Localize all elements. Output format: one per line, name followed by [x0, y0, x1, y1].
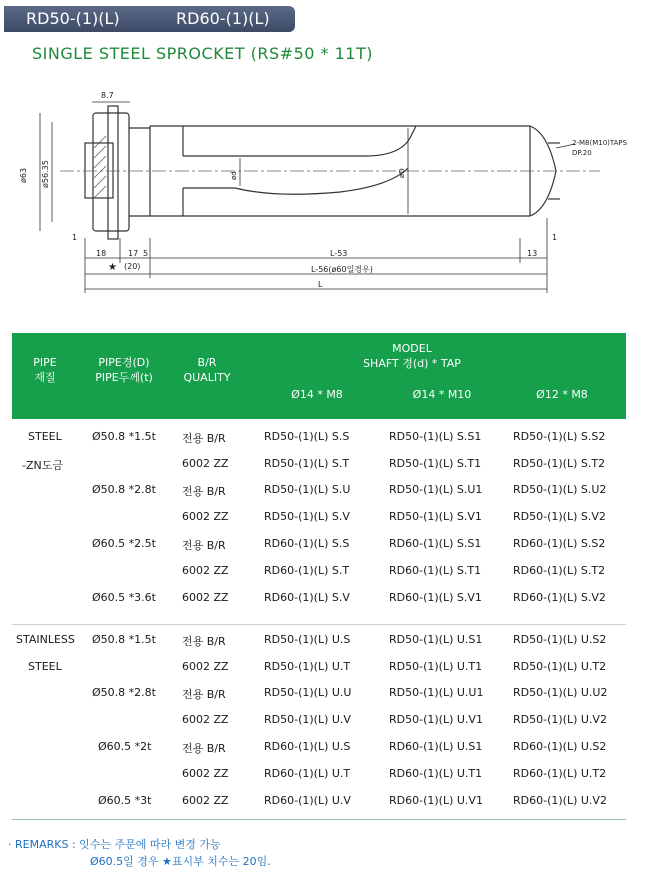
table-row — [12, 713, 626, 729]
dim-5: 5 — [143, 249, 149, 258]
model-cell: RD60-(1)(L) U.S — [264, 740, 351, 753]
header-pipe-thickness: PIPE두께(t) — [95, 371, 153, 384]
model-cell: RD50-(1)(L) S.S2 — [513, 430, 606, 443]
model-cell: RD50-(1)(L) U.T — [264, 660, 351, 673]
stainless-pipe-1: Ø50.8 *1.5t — [92, 633, 156, 646]
model-cell: RD60-(1)(L) S.S2 — [513, 537, 606, 550]
model-cell: RD60-(1)(L) U.V1 — [389, 794, 483, 807]
dim-13: 13 — [527, 249, 538, 258]
table-row — [12, 483, 626, 499]
title-model-2: RD60-(1)(L) — [176, 9, 270, 28]
title-model-1: RD50-(1)(L) — [26, 9, 120, 28]
label-taps: 2-M8(M10)TAPS — [572, 139, 628, 147]
model-cell: RD50-(1)(L) S.V — [264, 510, 350, 523]
header-material: 재질 — [34, 371, 56, 384]
br-cell: 6002 ZZ — [182, 767, 229, 780]
model-cell: RD60-(1)(L) U.V2 — [513, 794, 607, 807]
model-cell: RD60-(1)(L) S.V — [264, 591, 350, 604]
model-cell: RD50-(1)(L) S.U2 — [513, 483, 607, 496]
dim-18: 18 — [96, 249, 107, 258]
model-cell: RD50-(1)(L) S.V1 — [389, 510, 482, 523]
model-cell: RD50-(1)(L) U.T1 — [389, 660, 483, 673]
model-cell: RD50-(1)(L) U.V2 — [513, 713, 607, 726]
model-cell: RD50-(1)(L) S.S — [264, 430, 350, 443]
br-cell: 6002 ZZ — [182, 794, 229, 807]
model-cell: RD50-(1)(L) U.V — [264, 713, 351, 726]
table-row — [12, 564, 626, 580]
table-row — [12, 767, 626, 783]
model-cell: RD60-(1)(L) S.S1 — [389, 537, 482, 550]
br-cell: 전용 B/R — [182, 539, 226, 552]
br-cell: 6002 ZZ — [182, 564, 229, 577]
model-cell: RD60-(1)(L) S.T2 — [513, 564, 606, 577]
dim-phi-63: ø63 — [19, 167, 28, 183]
remarks-line-1: · REMARKS : 잇수는 주문에 따라 변경 가능 — [8, 838, 221, 851]
model-cell: RD60-(1)(L) S.V2 — [513, 591, 606, 604]
model-cell: RD60-(1)(L) S.S — [264, 537, 350, 550]
br-cell: 6002 ZZ — [182, 457, 229, 470]
br-cell: 6002 ZZ — [182, 660, 229, 673]
stainless-pipe-4: Ø60.5 *3t — [98, 794, 152, 807]
steel-pipe-3: Ø60.5 *2.5t — [92, 537, 156, 550]
remarks-line-2: Ø60.5일 경우 ★표시부 치수는 20임. — [90, 855, 271, 868]
dim-L-56: L-56(ø60일경우) — [311, 265, 373, 274]
model-cell: RD60-(1)(L) U.V — [264, 794, 351, 807]
table-row — [12, 430, 626, 446]
label-dp: DP.20 — [572, 149, 592, 157]
table-row — [12, 510, 626, 526]
stainless-pipe-3: Ø60.5 *2t — [98, 740, 152, 753]
header-model: MODEL — [392, 342, 432, 355]
table-body — [12, 419, 626, 820]
model-cell: RD60-(1)(L) S.T — [264, 564, 350, 577]
dim-1-left: 1 — [72, 233, 78, 242]
model-cell: RD50-(1)(L) U.U1 — [389, 686, 484, 699]
model-cell: RD50-(1)(L) U.S1 — [389, 633, 483, 646]
group-divider — [12, 624, 626, 625]
model-cell: RD60-(1)(L) S.V1 — [389, 591, 482, 604]
stainless-material-2: STEEL — [28, 660, 62, 673]
table-row — [12, 794, 626, 810]
br-cell: 전용 B/R — [182, 485, 226, 498]
header-shaft-1: Ø14 * M8 — [291, 388, 343, 401]
br-cell: 6002 ZZ — [182, 713, 229, 726]
label-phi-d: ød — [230, 171, 238, 180]
table-row — [12, 686, 626, 702]
header-pipe-diameter: PIPE경(D) — [98, 356, 150, 369]
model-cell: RD50-(1)(L) U.T2 — [513, 660, 607, 673]
table-row — [12, 591, 626, 607]
model-cell: RD50-(1)(L) S.U — [264, 483, 351, 496]
model-cell: RD50-(1)(L) S.U1 — [389, 483, 483, 496]
header-pipe: PIPE — [33, 356, 57, 369]
br-cell: 전용 B/R — [182, 742, 226, 755]
br-cell: 전용 B/R — [182, 432, 226, 445]
table-row — [12, 740, 626, 756]
br-cell: 6002 ZZ — [182, 510, 229, 523]
br-cell: 6002 ZZ — [182, 591, 229, 604]
table-row — [12, 660, 626, 676]
br-cell: 전용 B/R — [182, 688, 226, 701]
model-cell: RD60-(1)(L) U.T1 — [389, 767, 483, 780]
table-header — [12, 333, 626, 419]
dim-L: L — [318, 280, 323, 289]
steel-material-1: STEEL — [28, 430, 62, 443]
dim-17: 17 — [128, 249, 139, 258]
header-shaft-2: Ø14 * M10 — [412, 388, 472, 401]
dim-L-53: L-53 — [330, 249, 348, 258]
steel-material-2: -ZN도금 — [22, 459, 63, 472]
table-row — [12, 537, 626, 553]
steel-pipe-4: Ø60.5 *3.6t — [92, 591, 156, 604]
stainless-pipe-2: Ø50.8 *2.8t — [92, 686, 156, 699]
model-cell: RD60-(1)(L) U.S1 — [389, 740, 483, 753]
dim-8-7: 8.7 — [101, 91, 114, 100]
model-cell: RD50-(1)(L) S.T — [264, 457, 350, 470]
model-cell: RD60-(1)(L) S.T1 — [389, 564, 482, 577]
header-quality: QUALITY — [183, 371, 231, 384]
dim-phi-56-35: ø56.35 — [41, 160, 50, 188]
steel-pipe-2: Ø50.8 *2.8t — [92, 483, 156, 496]
br-cell: 전용 B/R — [182, 635, 226, 648]
table-row — [12, 633, 626, 649]
title-bar — [4, 6, 295, 32]
table-row — [12, 457, 626, 473]
header-shaft-3: Ø12 * M8 — [536, 388, 588, 401]
model-cell: RD50-(1)(L) U.U — [264, 686, 352, 699]
dim-1-right: 1 — [552, 233, 558, 242]
model-cell: RD50-(1)(L) U.S — [264, 633, 351, 646]
model-cell: RD50-(1)(L) U.V1 — [389, 713, 483, 726]
stainless-material-1: STAINLESS — [16, 633, 75, 646]
dim-20: (20) — [124, 262, 141, 271]
model-cell: RD50-(1)(L) S.T2 — [513, 457, 606, 470]
model-cell: RD50-(1)(L) U.U2 — [513, 686, 608, 699]
header-br: B/R — [197, 356, 217, 369]
subtitle: SINGLE STEEL SPROCKET (RS#50 * 11T) — [32, 44, 373, 63]
model-cell: RD50-(1)(L) S.T1 — [389, 457, 482, 470]
model-cell: RD60-(1)(L) U.T — [264, 767, 351, 780]
model-cell: RD60-(1)(L) U.S2 — [513, 740, 607, 753]
header-shaft: SHAFT 경(d) * TAP — [363, 357, 461, 370]
label-phi-D: øD — [398, 168, 406, 178]
model-cell: RD50-(1)(L) S.V2 — [513, 510, 606, 523]
model-cell: RD50-(1)(L) U.S2 — [513, 633, 607, 646]
star-mark: ★ — [108, 262, 117, 273]
steel-pipe-1: Ø50.8 *1.5t — [92, 430, 156, 443]
technical-drawing — [0, 88, 647, 303]
model-cell: RD50-(1)(L) S.S1 — [389, 430, 482, 443]
model-cell: RD60-(1)(L) U.T2 — [513, 767, 607, 780]
